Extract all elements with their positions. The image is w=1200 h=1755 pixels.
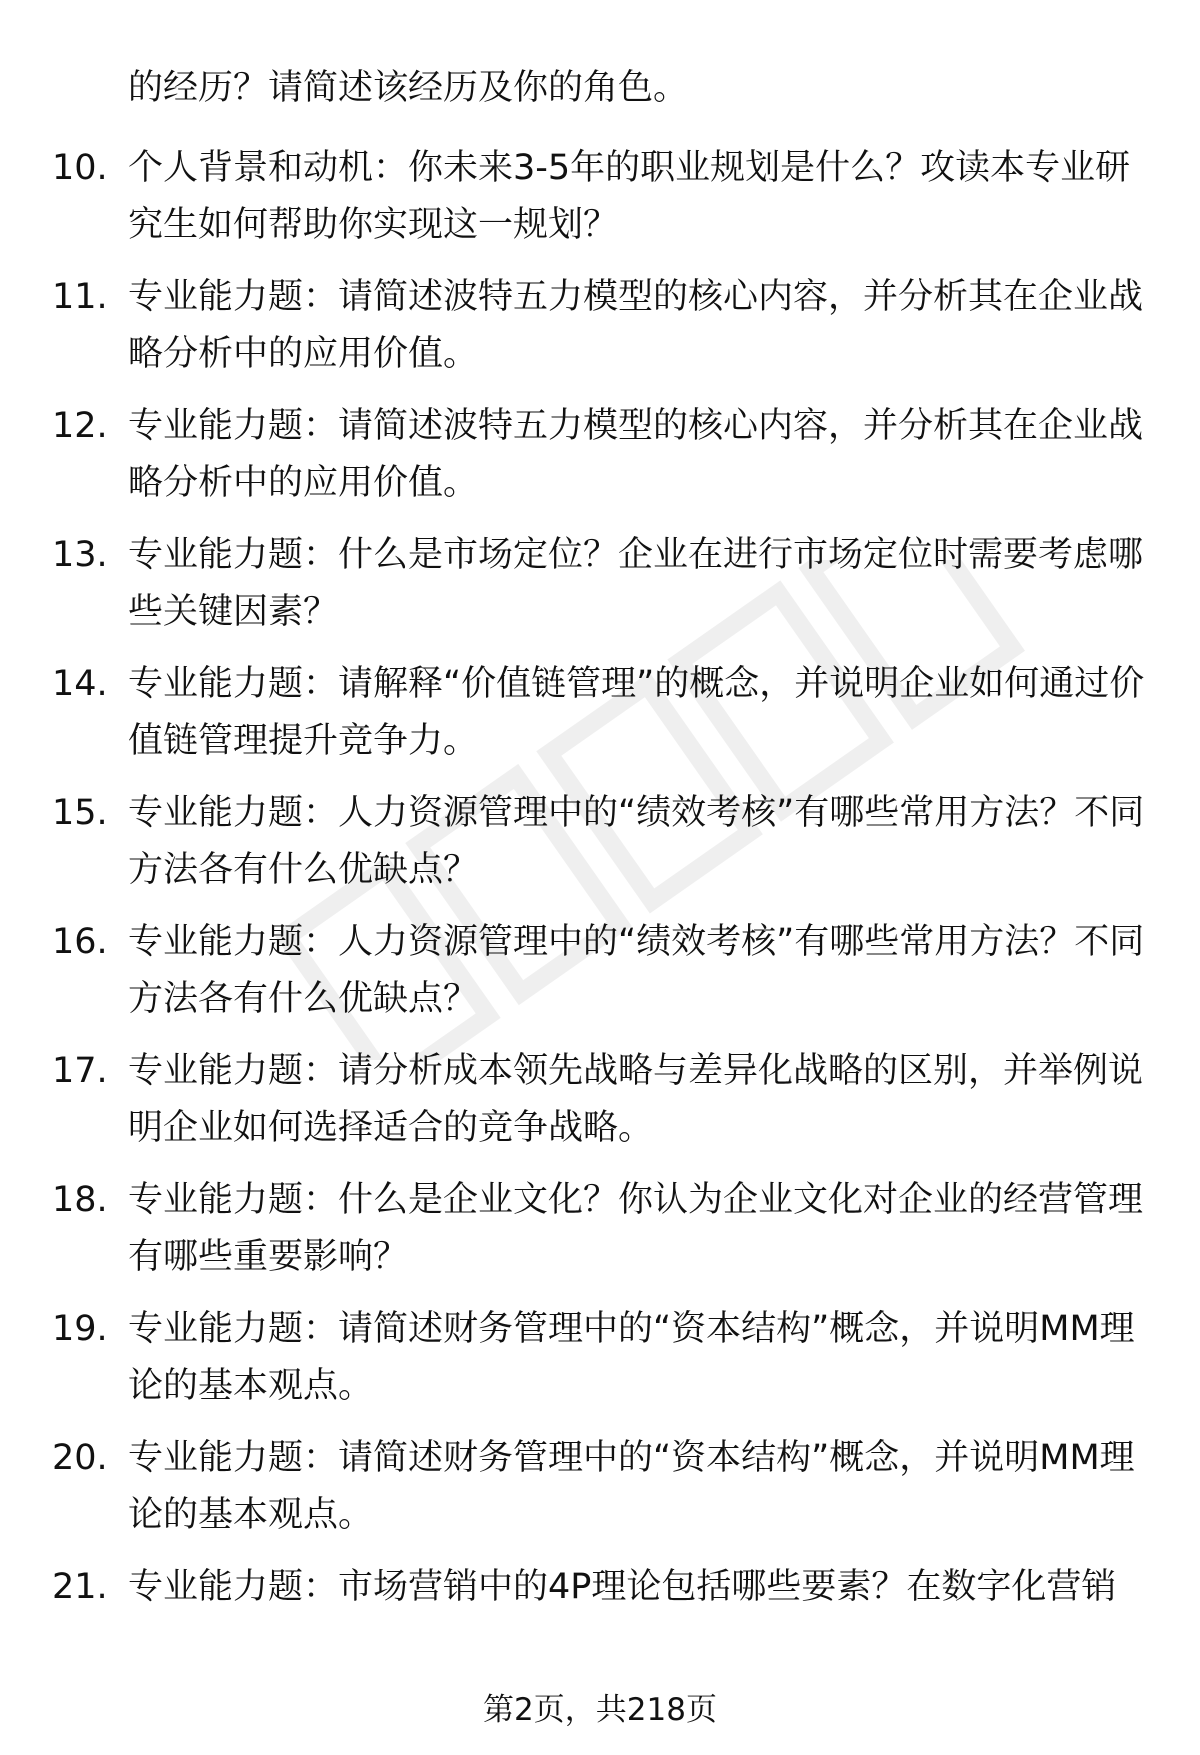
item-number: 19. xyxy=(52,1309,108,1349)
item-number: 12. xyxy=(52,406,108,446)
item-number: 20. xyxy=(52,1438,108,1478)
item-text: 专业能力题：什么是企业文化？你认为企业文化对企业的经营管理有哪些重要影响？ xyxy=(128,1180,1144,1277)
item-number: 21. xyxy=(52,1567,108,1607)
list-item xyxy=(0,1043,1148,1148)
item-number: 16. xyxy=(52,922,108,962)
item-number: 11. xyxy=(52,277,108,317)
item-text: 专业能力题：请简述财务管理中的“资本结构”概念，并说明MM理论的基本观点。 xyxy=(128,1438,1135,1535)
item-text: 专业能力题：请解释“价值链管理”的概念，并说明企业如何通过价值链管理提升竞争力。 xyxy=(128,664,1145,761)
question-list xyxy=(0,140,1200,1683)
item-number: 15. xyxy=(52,793,108,833)
item-text: 专业能力题：市场营销中的4P理论包括哪些要素？在数字化营销 xyxy=(128,1567,1117,1607)
item-number: 14. xyxy=(52,664,108,704)
list-item xyxy=(0,656,1148,761)
list-item xyxy=(0,398,1148,503)
list-item xyxy=(0,1430,1148,1535)
item-text: 专业能力题：什么是市场定位？企业在进行市场定位时需要考虑哪些关键因素？ xyxy=(128,535,1144,632)
item-text: 专业能力题：人力资源管理中的“绩效考核”有哪些常用方法？不同方法各有什么优缺点？ xyxy=(128,922,1145,1019)
list-item xyxy=(0,914,1148,1019)
item-text: 专业能力题：请简述波特五力模型的核心内容，并分析其在企业战略分析中的应用价值。 xyxy=(128,406,1144,503)
item-number: 13. xyxy=(52,535,108,575)
item-text: 专业能力题：请简述波特五力模型的核心内容，并分析其在企业战略分析中的应用价值。 xyxy=(128,277,1144,374)
item-text: 专业能力题：人力资源管理中的“绩效考核”有哪些常用方法？不同方法各有什么优缺点？ xyxy=(128,793,1145,890)
list-item xyxy=(0,527,1148,632)
item-text: 专业能力题：请分析成本领先战略与差异化战略的区别，并举例说明企业如何选择适合的竞争战略。 xyxy=(128,1051,1144,1148)
list-item xyxy=(0,269,1148,374)
item-text: 专业能力题：请简述财务管理中的“资本结构”概念，并说明MM理论的基本观点。 xyxy=(128,1309,1135,1406)
item-number: 10. xyxy=(52,148,108,188)
item-number: 17. xyxy=(52,1051,108,1091)
continuation-text: 的经历？请简述该经历及你的角色。 xyxy=(128,68,689,108)
item-text: 个人背景和动机：你未来3-5年的职业规划是什么？攻读本专业研究生如何帮助你实现这一规划？ xyxy=(128,148,1131,245)
list-item xyxy=(0,1172,1148,1277)
list-item xyxy=(0,785,1148,890)
page-footer: 第2页，共218页 xyxy=(483,1692,717,1728)
list-item xyxy=(0,1301,1148,1406)
item-number: 18. xyxy=(52,1180,108,1220)
list-item xyxy=(0,1559,1148,1619)
list-item xyxy=(0,140,1148,245)
